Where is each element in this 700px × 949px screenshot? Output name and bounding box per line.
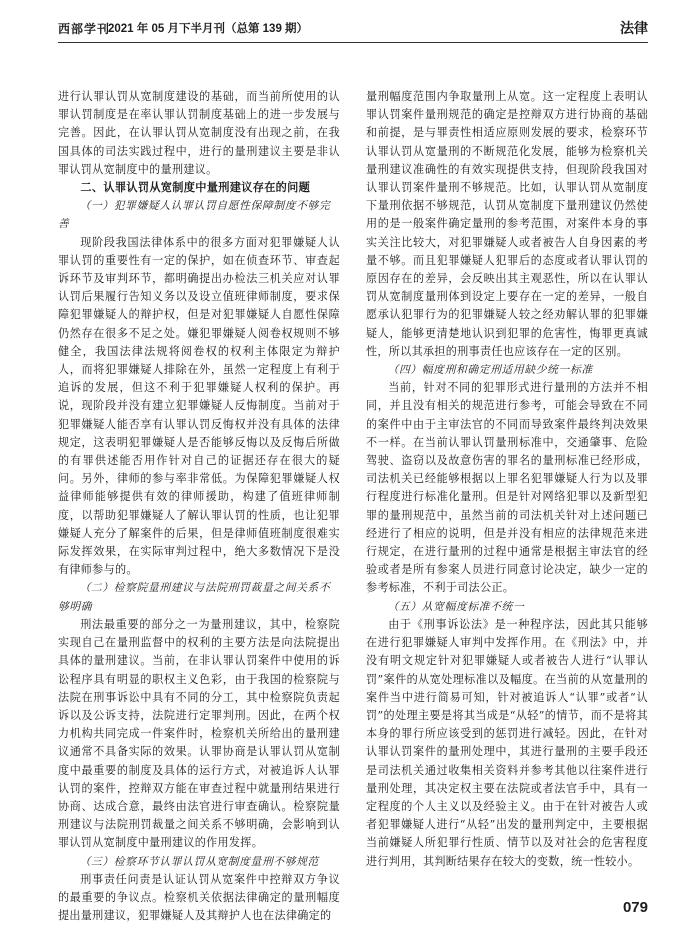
subsection-heading: （二）检察院量刑建议与法院刑罚裁量之间关系不够明确 <box>58 581 331 613</box>
subsection-heading: （四）幅度刑和确定刑适用缺少统一标准 <box>387 363 593 377</box>
paragraph: 现阶段我国法律体系中的很多方面对犯罪嫌疑人认罪认罚的重要性有一定的保护，如在侦查环节、审查起诉环节及审判环节，都明确提出办检法三机关应对认罪认罚后果履行告知义务以及设立值班律师制度，要求保障犯罪嫌疑人的辩护权，但是对犯罪嫌疑人自愿性保障仍然存在很多不足之处。嫌犯罪嫌疑人阅卷权规则不够健全，我国法律法规将阅卷权的权利主体限定为辩护人，而将犯罪嫌疑人排除在外，虽然一定程度上有利于追诉的发展，但这不利于犯罪嫌疑人权利的保护。再说，现阶段并没有建立犯罪嫌疑人反悔制度。当前对于犯罪嫌疑人能否享有认罪认罚反悔权并没有具体的法律规定，这表明犯罪嫌疑人是否能够反悔以及反悔后所做的有罪供述能否用作针对自己的证据还存在很大的疑问。另外，律师的参与率非常低。为保障犯罪嫌疑人权益律师能够提供有效的律师援助，构建了值班律师制度，以帮助犯罪嫌疑人了解认罪认罚的性质，也让犯罪嫌疑人充分了解案件的后果，但是律师值班制度很难实际发挥效果，在实际审判过程中，绝大多数情况下是没有律师参与的。 <box>58 235 340 577</box>
subsection-heading: （五）从宽幅度标准不统一 <box>387 599 525 613</box>
subsection-heading: （一）犯罪嫌疑人认罪认罚自愿性保障制度不够完善 <box>58 199 331 231</box>
header-divider <box>58 42 648 43</box>
right-column <box>366 88 648 871</box>
paragraph: 刑事责任问责是认证认罚从宽案件中控辩双方争议的最重要的争议点。检察机关依据法律确定的量刑幅度提出量刑建议，犯罪嫌疑人及其辩护人也在法律确定的 <box>58 872 340 923</box>
journal-logo: 西部学刊 <box>58 22 111 36</box>
page-number: 079 <box>622 899 648 916</box>
subsection-heading: （三）检察环节认罪认罚从宽制度量刑不够规范 <box>79 854 319 868</box>
section-heading: 二、认罪认罚从宽制度中量刑建议存在的问题 <box>80 181 311 195</box>
paragraph: 量刑幅度范围内争取量刑上从宽。这一定程度上表明认罪认罚案件量刑规范的确定是控辩双方进行协商的基础和前提，是与罪责性相适应原则发展的要求，检察环节认罪认罚从宽量刑的不断规范化发展，能够为检察机关量刑建议准确性的有效实现提供支持，但现阶段我国对认罪认罚案件量刑不够规范。比如，认罪认罚从宽制度下量刑依据不够规范，认罚从宽制度下量刑建议仍然使用的是一般案件确定量刑的参考范围，对案件本身的事实关注比较大，对犯罪嫌疑人或者被告人自身因素的考量不够。而且犯罪嫌疑人犯罪后的态度或者认罪认罚的原因存在的差异，会反映出其主观恶性，所以在认罪认罚从宽制度量刑体到设定上要存在一定的差异，一般自愿承认犯罪行为的犯罪嫌疑人较之经劝解认罪的犯罪嫌疑人，能够更清楚地认识到犯罪的危害性，悔罪更真诚性，所以其承担的刑事责任也应该存在一定的区别。 <box>366 90 648 358</box>
paragraph: 当前，针对不同的犯罪形式进行量刑的方法并不相同，并且没有相关的规范进行参考，可能会导致在不同的案件中由于主审法官的不同而导致案件最终判决效果不一样。在当前认罪认罚量刑标准中，交通肇事、危险驾驶、盗窃以及故意伤害的罪名的量刑标准已经形成，司法机关已经能够根据以上罪名犯罪嫌疑人行为以及罪行程度进行标准化量刑。但是针对网络犯罪以及新型犯罪的量刑规范中，虽然当前的司法机关针对上述问题已经进行了相应的说明，但是并没有相应的法律规范来进行规定，在进行量刑的过程中通常是根据主审法官的经验或者是所有参案人员进行同意讨论决定，缺少一定的参考标准，不利于司法公正。 <box>366 381 648 595</box>
page-header <box>58 18 648 40</box>
section-label: 法律 <box>620 21 648 37</box>
paragraph: 进行认罪认罚从宽制度建设的基础，而当前所使用的认罪认罚制度是在率认罪认罚制度基础上的进一步发展与完善。因此，在认罪认罚从宽制度没有出现之前，在我国具体的司法实践过程中，进行的量刑建议主要是非认罪认罚从宽制度中的量刑建议。 <box>58 90 340 176</box>
issue-info: 2021 年 05 月下半月刊（总第 139 期） <box>108 23 309 35</box>
paragraph: 刑法最重要的部分之一为量刑建议，其中，检察院实现自己在量刑监督中的权利的主要方法是向法院提出具体的量刑建议。当前，在非认罪认罚案件中使用的诉讼程序具有明显的职权主义色彩，由于我国的检察院与法院在刑事诉讼中具有不同的分工，其中检察院负责起诉以及公诉支持，法院进行定罪判刑。因此，在两个权力机构共同完成一件案件时，检察机关所给出的量刑建议通常不具备实际的效果。认罪协商是认罪认罚从宽制度中最重要的制度及具体的运行方式，对被追诉人认罪认罚的案件，控辩双方能在审查过程中就量刑结果进行协商、达成合意，最终由法官进行审查确认。检察院量刑建议与法院刑罚裁量之间关系不够明确，会影响到认罪认罚从宽制度中量刑建议的作用发挥。 <box>58 617 340 850</box>
left-column <box>58 88 340 925</box>
paragraph: 由于《刑事诉讼法》是一种程序法，因此其只能够在进行犯罪嫌疑人审判中发挥作用。在《刑法》中，并没有明文规定针对犯罪嫌疑人或者被告人进行“认罪认罚”案件的从宽处理标准以及幅度。在当前的从宽量刑的案件当中进行简易可知，针对被追诉人“认罪”或者“认罚”的处理主要是将其当成是“从轻”的情节，而不是将其本身的罪行所应该受到的惩罚进行减轻。因此，在针对认罪认罚案件的量刑处理中，其进行量刑的主要手段还是司法机关通过收集相关资料并参考其他以往案件进行量刑处理，其决定权主要在法院或者法官手中，具有一定程度的个人主义以及经验主义。由于在针对被告人或者犯罪嫌疑人进行“从轻”出发的量刑判定中，主要根据当前嫌疑人所犯罪行性质、情节以及对社会的危害程度进行判用，其判断结果存在较大的变数，统一性较小。 <box>366 617 648 868</box>
